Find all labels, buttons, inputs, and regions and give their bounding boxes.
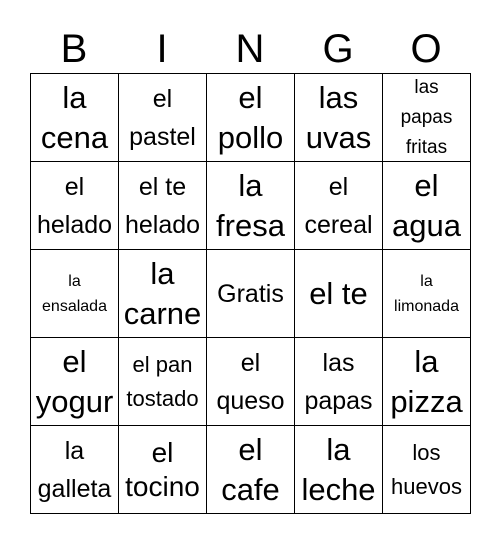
bingo-cell[interactable]: [31, 426, 119, 514]
bingo-cell[interactable]: [31, 250, 119, 338]
bingo-grid: [30, 73, 471, 514]
cell-label: el cafe: [221, 431, 280, 507]
cell-label: el tocino: [125, 436, 200, 502]
cell-label: las uvas: [305, 79, 372, 155]
bingo-cell[interactable]: [295, 74, 383, 162]
cell-label: el queso: [216, 348, 285, 415]
cell-label: los huevos: [391, 439, 462, 499]
header-letter-o: O: [410, 27, 442, 71]
cell-label: el te: [309, 275, 368, 311]
bingo-cell[interactable]: [383, 74, 471, 162]
bingo-cell[interactable]: [207, 426, 295, 514]
cell-label: la ensalada: [42, 272, 107, 315]
cell-label: el pollo: [217, 79, 284, 155]
cell-label: la pizza: [390, 343, 463, 419]
cell-label: la galleta: [37, 436, 112, 503]
bingo-cell[interactable]: [119, 74, 207, 162]
bingo-cell[interactable]: [295, 162, 383, 250]
header-letter-n: N: [235, 27, 265, 71]
free-space-cell[interactable]: [207, 250, 295, 338]
bingo-cell[interactable]: [119, 162, 207, 250]
bingo-cell[interactable]: [119, 338, 207, 426]
cell-label: la limonada: [394, 272, 459, 315]
bingo-cell[interactable]: [31, 338, 119, 426]
cell-label: las papas fritas: [400, 76, 453, 158]
header-letter-i: I: [156, 27, 168, 71]
bingo-cell[interactable]: [383, 162, 471, 250]
bingo-cell[interactable]: [383, 250, 471, 338]
cell-label: Gratis: [217, 279, 284, 308]
bingo-cell[interactable]: [207, 74, 295, 162]
bingo-cell[interactable]: [31, 162, 119, 250]
bingo-cell[interactable]: [31, 74, 119, 162]
cell-label: la carne: [123, 255, 202, 331]
bingo-cell[interactable]: [383, 338, 471, 426]
cell-label: las papas: [304, 348, 373, 415]
bingo-cell[interactable]: [119, 250, 207, 338]
cell-label: el helado: [36, 172, 113, 239]
bingo-header: [30, 26, 470, 72]
header-letter-g: G: [322, 27, 354, 71]
bingo-cell[interactable]: [295, 250, 383, 338]
bingo-cell[interactable]: [295, 338, 383, 426]
cell-label: la leche: [301, 431, 376, 507]
bingo-cell[interactable]: [207, 338, 295, 426]
bingo-cell[interactable]: [119, 426, 207, 514]
cell-label: la fresa: [216, 167, 285, 243]
bingo-cell[interactable]: [295, 426, 383, 514]
cell-label: el pastel: [129, 84, 196, 151]
bingo-cell[interactable]: [207, 162, 295, 250]
cell-label: el yogur: [35, 343, 114, 419]
cell-label: el te helado: [124, 172, 201, 239]
bingo-cell[interactable]: [383, 426, 471, 514]
cell-label: el pan tostado: [126, 351, 199, 411]
cell-label: la cena: [40, 79, 109, 155]
cell-label: el cereal: [304, 172, 373, 239]
cell-label: el agua: [392, 167, 461, 243]
header-letter-b: B: [60, 27, 88, 71]
